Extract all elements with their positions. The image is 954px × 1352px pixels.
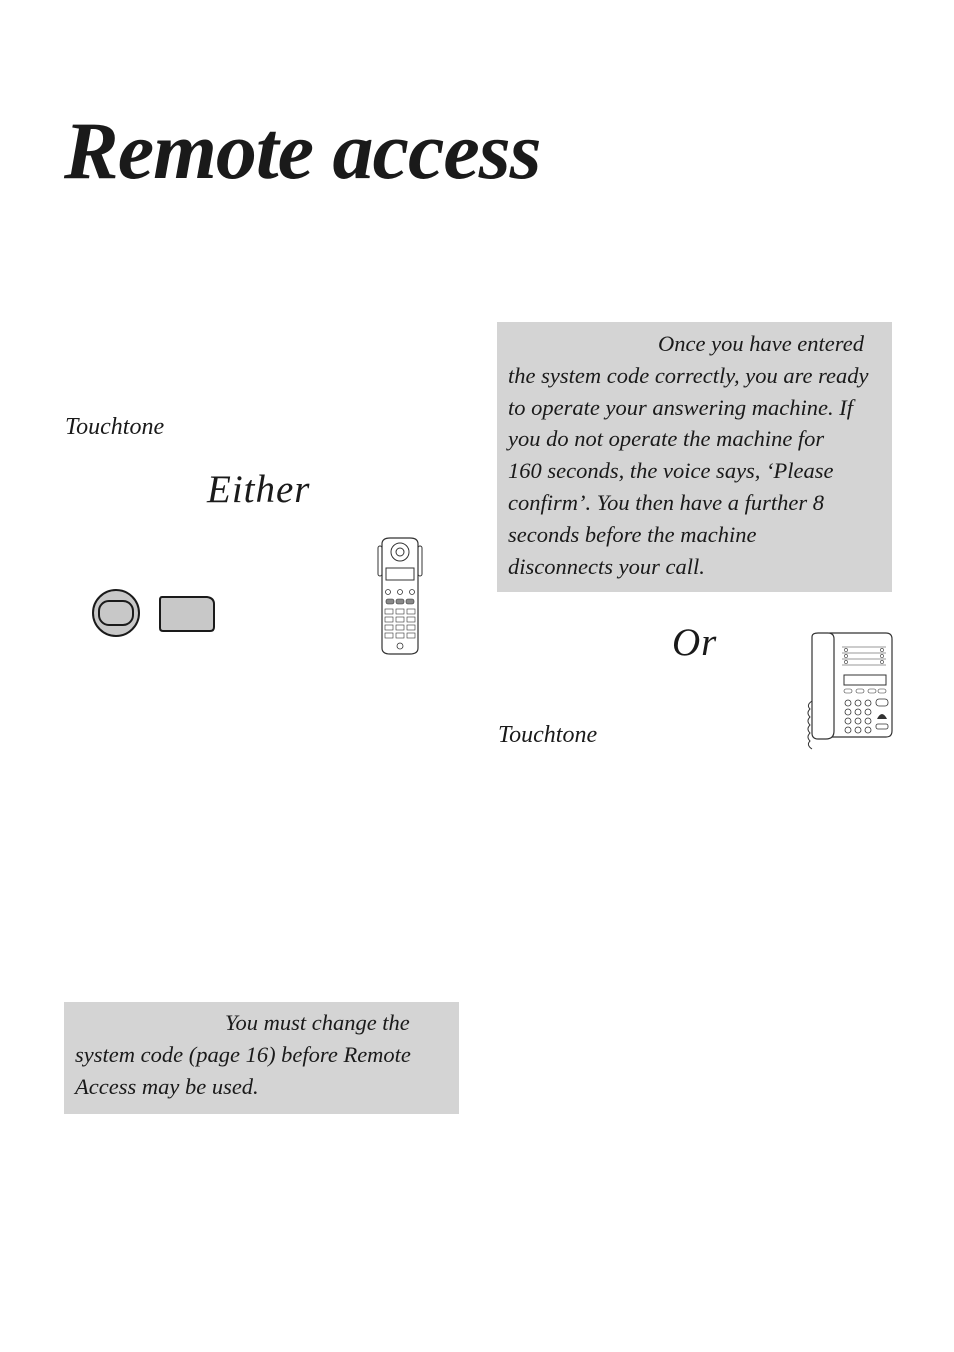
note-line: Access may be used. bbox=[75, 1073, 259, 1099]
note-line: the system code correctly, you are ready bbox=[508, 362, 869, 388]
or-label: Or bbox=[672, 621, 718, 664]
buttons-icon bbox=[90, 588, 220, 640]
note-line: You must change the bbox=[225, 1010, 410, 1035]
note-line: Once you have entered bbox=[658, 331, 864, 356]
either-label: Either bbox=[207, 468, 311, 511]
note-line: disconnects your call. bbox=[508, 553, 705, 579]
touchtone-label-right: Touchtone bbox=[498, 722, 598, 748]
note-line: to operate your answering machine. If bbox=[508, 394, 853, 420]
desk-telephone-icon bbox=[804, 631, 894, 753]
note-line: you do not operate the machine for bbox=[508, 426, 825, 452]
system-code-note bbox=[497, 322, 892, 592]
note-line: seconds before the machine bbox=[508, 521, 757, 547]
touchtone-label-left: Touchtone bbox=[65, 414, 165, 440]
cordless-handset-icon bbox=[376, 536, 424, 656]
change-system-code-note bbox=[64, 1002, 459, 1114]
note-line: confirm’. You then have a further 8 bbox=[508, 489, 825, 515]
note-line: system code (page 16) before Remote bbox=[75, 1041, 411, 1067]
rectangular-button-icon bbox=[160, 597, 214, 631]
page-title: Remote access bbox=[64, 105, 541, 196]
round-button-icon bbox=[93, 590, 139, 636]
note-line: 160 seconds, the voice says, ‘Please bbox=[508, 458, 834, 484]
